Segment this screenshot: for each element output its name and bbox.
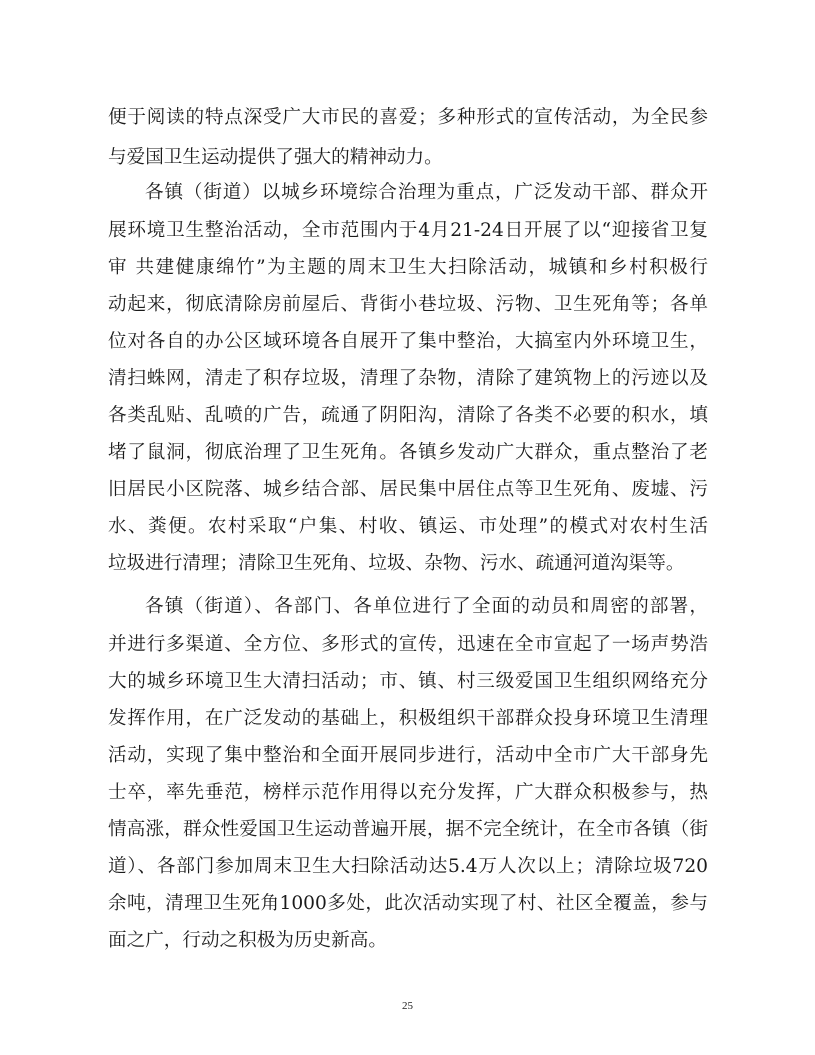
paragraph-3-line-10: 面之广，行动之积极为历史新高。 [108,930,387,951]
paragraph-3-line-3: 大的城乡环境卫生大清扫活动；市、镇、村三级爱国卫生组织网络充分 [108,671,708,692]
paragraph-3-line-8: 道）、各部门参加周末卫生大扫除活动达5.4万人次以上；清除垃圾720 [108,856,708,877]
paragraph-3-line-1: 各镇（街道）、各部门、各单位进行了全面的动员和周密的部署， [145,596,708,617]
paragraph-2-line-1: 各镇（街道）以城乡环境综合治理为重点，广泛发动干部、群众开 [145,182,708,203]
paragraph-2-line-6: 清扫蛛网，清走了积存垃圾，清理了杂物，清除了建筑物上的污迹以及 [108,368,708,389]
paragraph-2-line-2: 展环境卫生整治活动，全市范围内于4月21-24日开展了以“迎接省卫复 [108,220,708,241]
paragraph-2-line-9: 旧居民小区院落、城乡结合部、居民集中居住点等卫生死角、废墟、污 [108,479,708,500]
paragraph-2-line-3: 审 共建健康绵竹”为主题的周末卫生大扫除活动，城镇和乡村积极行 [108,257,708,278]
paragraph-1-line-2: 与爱国卫生运动提供了强大的精神动力。 [108,147,443,168]
paragraph-2-line-7: 各类乱贴、乱喷的广告，疏通了阴阳沟，清除了各类不必要的积水，填 [108,405,708,426]
paragraph-3-line-9: 余吨，清理卫生死角1000多处，此次活动实现了村、社区全覆盖，参与 [108,893,708,914]
page-number: 25 [402,1000,413,1012]
paragraph-3-line-6: 士卒，率先垂范，榜样示范作用得以充分发挥，广大群众积极参与，热 [108,782,708,803]
paragraph-3-line-7: 情高涨，群众性爱国卫生运动普遍开展，据不完全统计，在全市各镇（街 [108,819,708,840]
paragraph-3-line-2: 并进行多渠道、全方位、多形式的宣传，迅速在全市宣起了一场声势浩 [108,634,708,655]
paragraph-2-line-8: 堵了鼠洞，彻底治理了卫生死角。各镇乡发动广大群众，重点整治了老 [108,442,708,463]
paragraph-2-line-4: 动起来，彻底清除房前屋后、背街小巷垃圾、污物、卫生死角等；各单 [108,294,708,315]
paragraph-2-line-10: 水、粪便。农村采取“户集、村收、镇运、市处理”的模式对农村生活 [108,516,708,537]
paragraph-3-line-4: 发挥作用，在广泛发动的基础上，积极组织干部群众投身环境卫生清理 [108,708,708,729]
paragraph-1-line-1: 便于阅读的特点深受广大市民的喜爱；多种形式的宣传活动，为全民参 [108,107,708,128]
paragraph-3-line-5: 活动，实现了集中整治和全面开展同步进行，活动中全市广大干部身先 [108,745,708,766]
paragraph-2-line-11: 垃圾进行清理；清除卫生死角、垃圾、杂物、污水、疏通河道沟渠等。 [108,553,685,574]
paragraph-2-line-5: 位对各自的办公区域环境各自展开了集中整治，大搞室内外环境卫生， [108,331,708,352]
